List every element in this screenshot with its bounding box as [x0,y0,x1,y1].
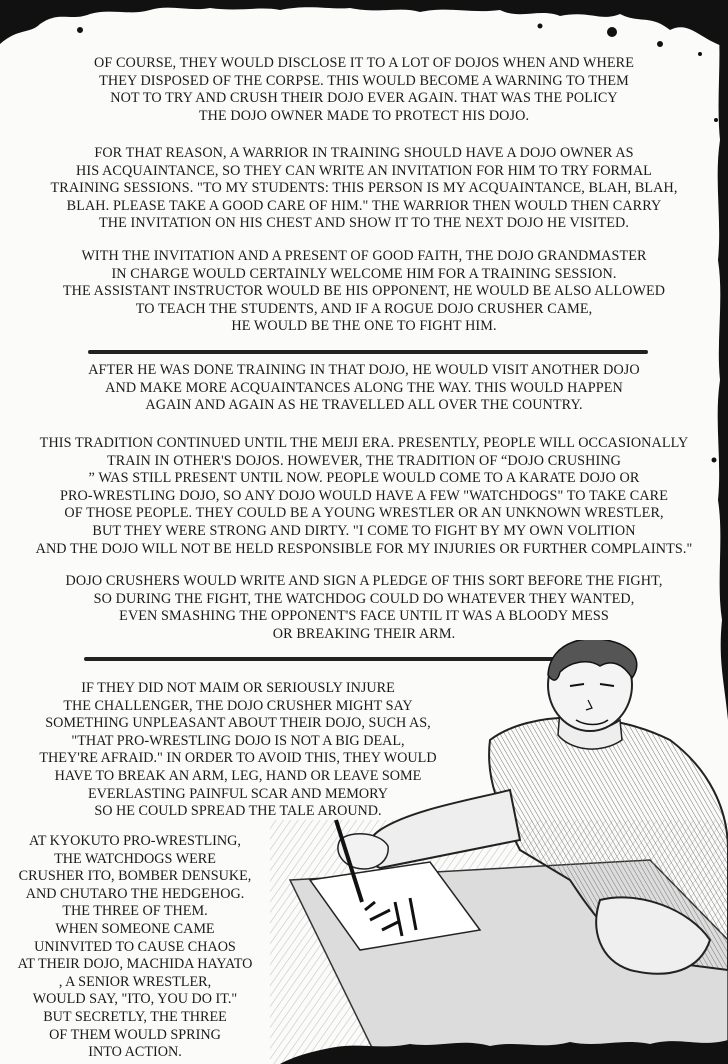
section-divider [88,350,648,354]
text-line: WITH THE INVITATION AND A PRESENT OF GOOD FAITH, THE DOJO GRANDMASTER [81,248,647,264]
paragraph-disclosure [18,55,710,125]
text-line: CRUSHER ITO, BOMBER DENSUKE, [18,868,252,885]
text-line: OF THEM WOULD SPRING [49,1026,221,1043]
paragraph-watchdogs [0,833,270,1062]
text-line: THE WATCHDOGS WERE [54,850,216,867]
text-line: INTO ACTION. [88,1044,182,1061]
paragraph-travel [18,362,710,415]
text-line: THIS TRADITION CONTINUED UNTIL THE MEIJI ERA. PRESENTLY, PEOPLE WILL OCCASIONALLY [39,435,689,451]
text-line: TO TEACH THE STUDENTS, AND IF A ROGUE DOJO CRUSHER CAME, [135,300,593,317]
text-line: OF THOSE PEOPLE. THEY COULD BE A YOUNG WRESTLER OR AN UNKNOWN WRESTLER, [64,505,664,522]
text-line: TRAIN IN OTHER'S DOJOS. HOWEVER, THE TRADITION OF “DOJO CRUSHING [106,452,622,469]
text-line: WOULD SAY, "ITO, YOU DO IT." [32,991,238,1008]
text-line: OR BREAKING THEIR ARM. [272,625,456,642]
text-line: FOR THAT REASON, A WARRIOR IN TRAINING SHOULD HAVE A DOJO OWNER AS [94,145,634,161]
text-line: AND THE DOJO WILL NOT BE HELD RESPONSIBLE FOR MY INJURIES OR FURTHER COMPLAINTS." [35,540,693,557]
text-line: ” WAS STILL PRESENT UNTIL NOW. PEOPLE WOULD COME TO A KARATE DOJO OR [88,470,640,487]
text-line: HIS ACQUAINTANCE, SO THEY CAN WRITE AN INVITATION FOR HIM TO TRY FORMAL [76,162,652,179]
text-line: AND MAKE MORE ACQUAINTANCES ALONG THE WAY. THIS WOULD HAPPEN [105,379,623,396]
text-line: OF COURSE, THEY WOULD DISCLOSE IT TO A LOT OF DOJOS WHEN AND WHERE [94,55,634,71]
text-line: IN CHARGE WOULD CERTAINLY WELCOME HIM FOR A TRAINING SESSION. [111,265,617,282]
ink-splatter-bottom [0,1034,728,1064]
text-line: THE DOJO OWNER MADE TO PROTECT HIS DOJO. [198,107,530,124]
text-line: SO HE COULD SPREAD THE TALE AROUND. [94,803,382,820]
text-line: AT THEIR DOJO, MACHIDA HAYATO [17,956,253,973]
text-line: IF THEY DID NOT MAIM OR SERIOUSLY INJURE [81,680,395,696]
text-line: THE ASSISTANT INSTRUCTOR WOULD BE HIS OPPONENT, HE WOULD BE ALSO ALLOWED [62,283,666,300]
text-line: TRAINING SESSIONS. "TO MY STUDENTS: THIS PERSON IS MY ACQUAINTANCE, BLAH, BLAH, [50,180,678,197]
text-line: DOJO CRUSHERS WOULD WRITE AND SIGN A PLEDGE OF THIS SORT BEFORE THE FIGHT, [65,573,663,589]
text-line: PRO-WRESTLING DOJO, SO ANY DOJO WOULD HAVE A FEW "WATCHDOGS" TO TAKE CARE [60,487,668,504]
paragraph-maim [18,680,458,821]
text-line: , A SENIOR WRESTLER, [58,973,212,990]
text-line: WHEN SOMEONE CAME [55,920,215,937]
text-line: "THAT PRO-WRESTLING DOJO IS NOT A BIG DEAL, [71,732,405,749]
text-line: BLAH. PLEASE TAKE A GOOD CARE OF HIM." THE WARRIOR THEN WOULD THEN CARRY [66,197,662,214]
text-line: THE INVITATION ON HIS CHEST AND SHOW IT TO THE NEXT DOJO HE VISITED. [98,215,630,232]
text-line: AT KYOKUTO PRO-WRESTLING, [29,833,241,849]
text-line: BUT SECRETLY, THE THREE [43,1008,227,1025]
text-line: NOT TO TRY AND CRUSH THEIR DOJO EVER AGAIN. THAT WAS THE POLICY [110,90,618,107]
paragraph-grandmaster [18,248,710,336]
paragraph-invitation [18,145,710,233]
text-line: THE CHALLENGER, THE DOJO CRUSHER MIGHT SAY [63,697,413,714]
text-line: HAVE TO BREAK AN ARM, LEG, HAND OR LEAVE SOME [54,767,422,784]
text-line: THEY'RE AFRAID." IN ORDER TO AVOID THIS, THEY WOULD [39,750,437,767]
paragraph-tradition [18,435,710,558]
text-line: HE WOULD BE THE ONE TO FIGHT HIM. [231,318,497,335]
text-line: THE THREE OF THEM. [62,903,208,920]
text-line: AFTER HE WAS DONE TRAINING IN THAT DOJO, HE WOULD VISIT ANOTHER DOJO [88,362,640,378]
text-line: SO DURING THE FIGHT, THE WATCHDOG COULD DO WHATEVER THEY WANTED, [93,590,635,607]
text-line: AGAIN AND AGAIN AS HE TRAVELLED ALL OVER THE COUNTRY. [145,397,583,414]
text-line: AND CHUTARO THE HEDGEHOG. [25,885,245,902]
ink-splatter-top [0,0,728,60]
text-line: SOMETHING UNPLEASANT ABOUT THEIR DOJO, SUCH AS, [45,715,431,732]
text-line: UNINVITED TO CAUSE CHAOS [34,938,236,955]
text-line: THEY DISPOSED OF THE CORPSE. THIS WOULD BECOME A WARNING TO THEM [99,72,629,89]
paragraph-pledge [18,573,710,643]
text-line: EVEN SMASHING THE OPPONENT'S FACE UNTIL IT WAS A BLOODY MESS [119,608,609,625]
text-line: EVERLASTING PAINFUL SCAR AND MEMORY [87,785,389,802]
text-line: BUT THEY WERE STRONG AND DIRTY. "I COME TO FIGHT BY MY OWN VOLITION [92,522,636,539]
